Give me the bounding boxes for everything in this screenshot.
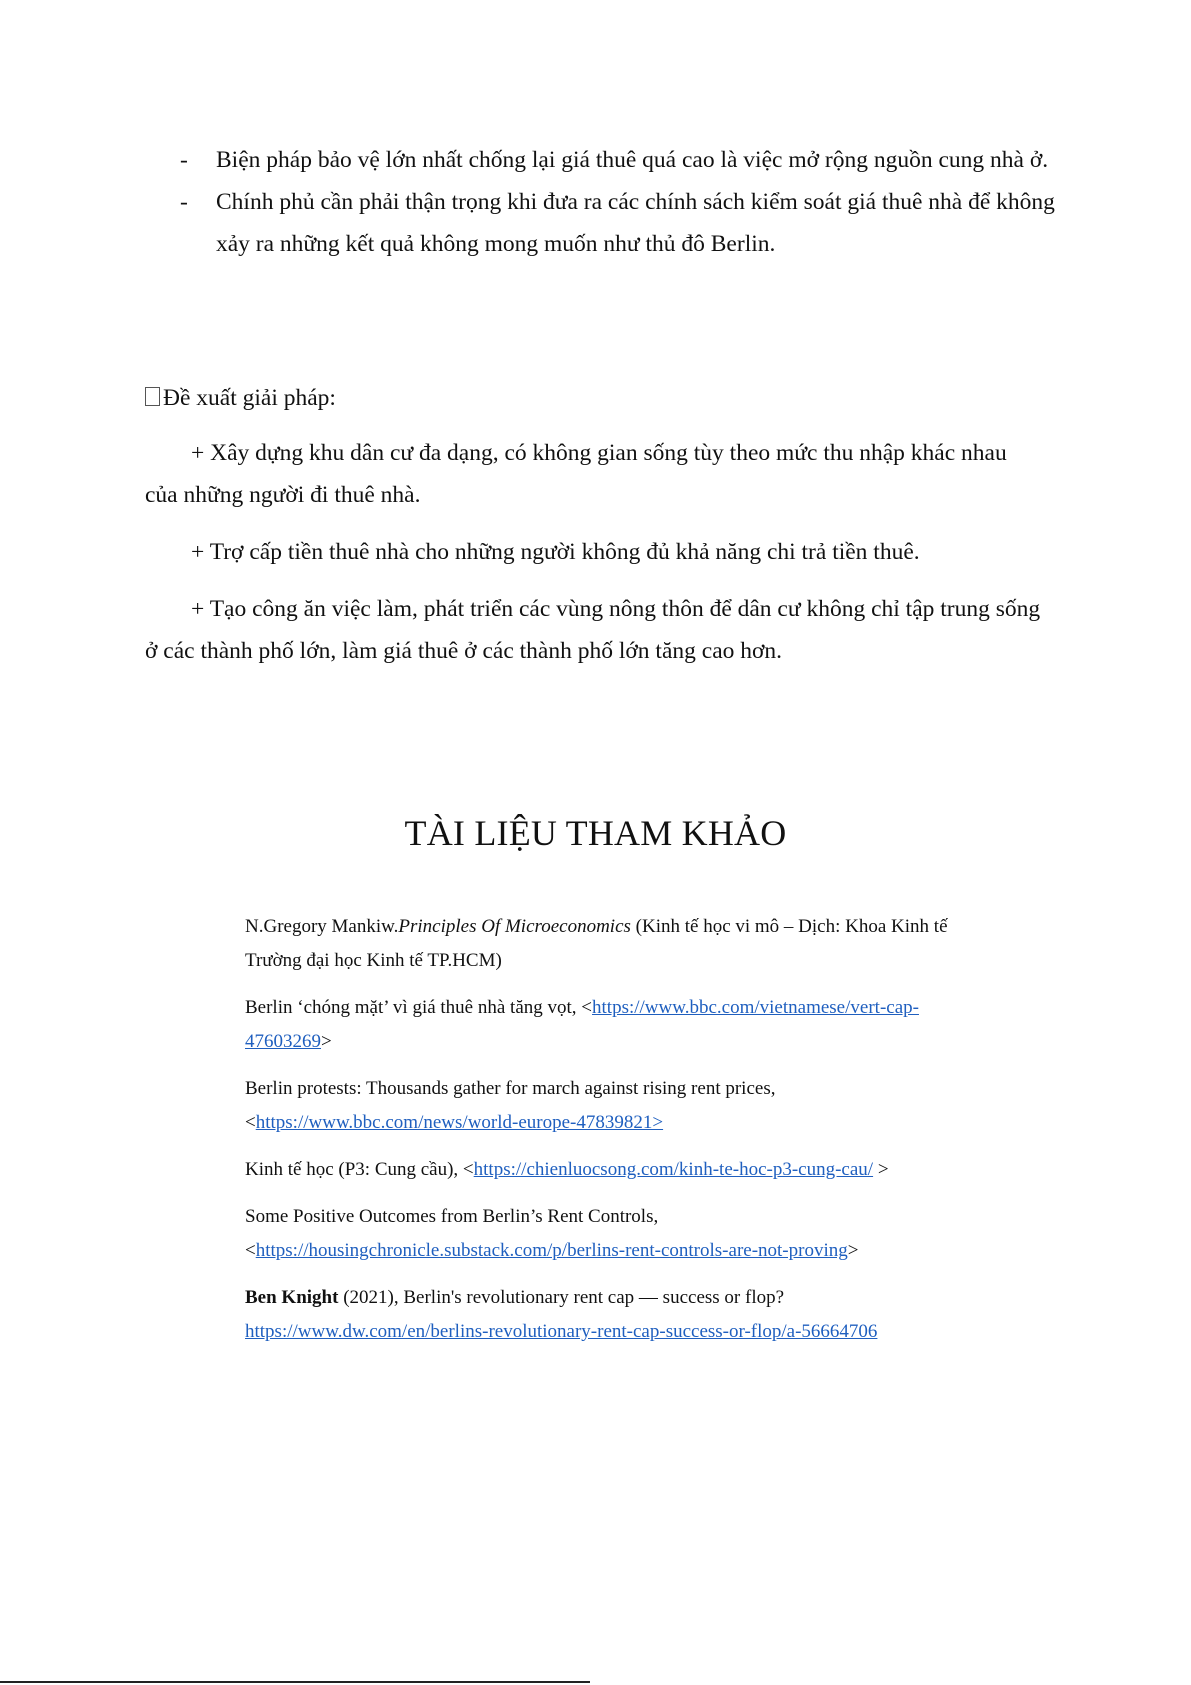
reference-link[interactable]: https://housingchronicle.substack.com/p/berlins-rent-controls-are-not-proving	[255, 1240, 848, 1261]
reference-entry	[245, 1072, 985, 1140]
reference-close: >	[873, 1159, 889, 1180]
list-item	[180, 139, 1060, 181]
reference-text: Kinh tế học (P3: Cung cầu), <	[245, 1159, 474, 1180]
conclusion-list	[180, 139, 1060, 265]
reference-entry	[245, 1281, 985, 1349]
proposal-section	[145, 377, 1045, 687]
reference-entry	[245, 991, 985, 1059]
proposal-item: + Tạo công ăn việc làm, phát triển các vùng nông thôn để dân cư không chỉ tập trung sống ở các thành phố lớn, làm giá thuê ở các thành phố lớn tăng cao hơn.	[145, 596, 1041, 664]
reference-link[interactable]: https://www.dw.com/en/berlins-revolutionary-rent-cap-success-or-flop/a-56664706	[245, 1321, 878, 1342]
reference-text: Berlin protests: Thousands gather for march against rising rent prices, <	[245, 1078, 776, 1133]
reference-link[interactable]: https://chienluocsong.com/kinh-te-hoc-p3-cung-cau/	[473, 1159, 874, 1180]
list-item-text: Chính phủ cần phải thận trọng khi đưa ra các chính sách kiểm soát giá thuê nhà để không xảy ra những kết quả không mong muốn như thủ đô Berlin.	[216, 189, 1055, 257]
page-bottom-rule	[0, 1681, 590, 1683]
proposal-heading	[145, 377, 1045, 419]
proposal-item: + Trợ cấp tiền thuê nhà cho những người không đủ khả năng chi trả tiền thuê.	[191, 539, 920, 565]
reference-entry	[245, 910, 985, 978]
proposal-item: + Xây dựng khu dân cư đa dạng, có không gian sống tùy theo mức thu nhập khác nhau của những người đi thuê nhà.	[145, 440, 1007, 508]
reference-link[interactable]: https://www.bbc.com/news/world-europe-47839821>	[255, 1112, 664, 1133]
missing-glyph-box-icon	[145, 387, 160, 406]
list-item-text: Biện pháp bảo vệ lớn nhất chống lại giá thuê quá cao là việc mở rộng nguồn cung nhà ở.	[216, 147, 1049, 173]
reference-note: (Kinh tế học vi mô – Dịch: Khoa Kinh tế Trường đại học Kinh tế TP.HCM)	[245, 916, 948, 971]
dash-marker: -	[180, 147, 188, 173]
reference-text: Some Positive Outcomes from Berlin’s Rent Controls, <	[245, 1206, 659, 1261]
reference-text: Berlin ‘chóng mặt’ vì giá thuê nhà tăng vọt, <	[245, 997, 593, 1018]
reference-author: Ben Knight	[245, 1287, 339, 1308]
list-item	[180, 181, 1060, 265]
reference-close: >	[847, 1240, 859, 1261]
references-list	[245, 910, 985, 1362]
reference-entry	[245, 1200, 985, 1268]
reference-entry	[245, 1153, 985, 1187]
references-title: TÀI LIỆU THAM KHẢO	[404, 813, 787, 853]
reference-text: (2021), Berlin's revolutionary rent cap — success or flop?	[338, 1287, 785, 1308]
reference-close: >	[321, 1031, 332, 1052]
dash-marker: -	[180, 189, 188, 215]
reference-author: N.Gregory Mankiw.	[245, 916, 399, 937]
proposal-heading-text: Đề xuất giải pháp:	[163, 385, 336, 411]
reference-link[interactable]: https://www.bbc.com/vietnamese/vert-cap-47603269	[245, 997, 919, 1052]
reference-book-title: Principles Of Microeconomics	[398, 916, 631, 937]
